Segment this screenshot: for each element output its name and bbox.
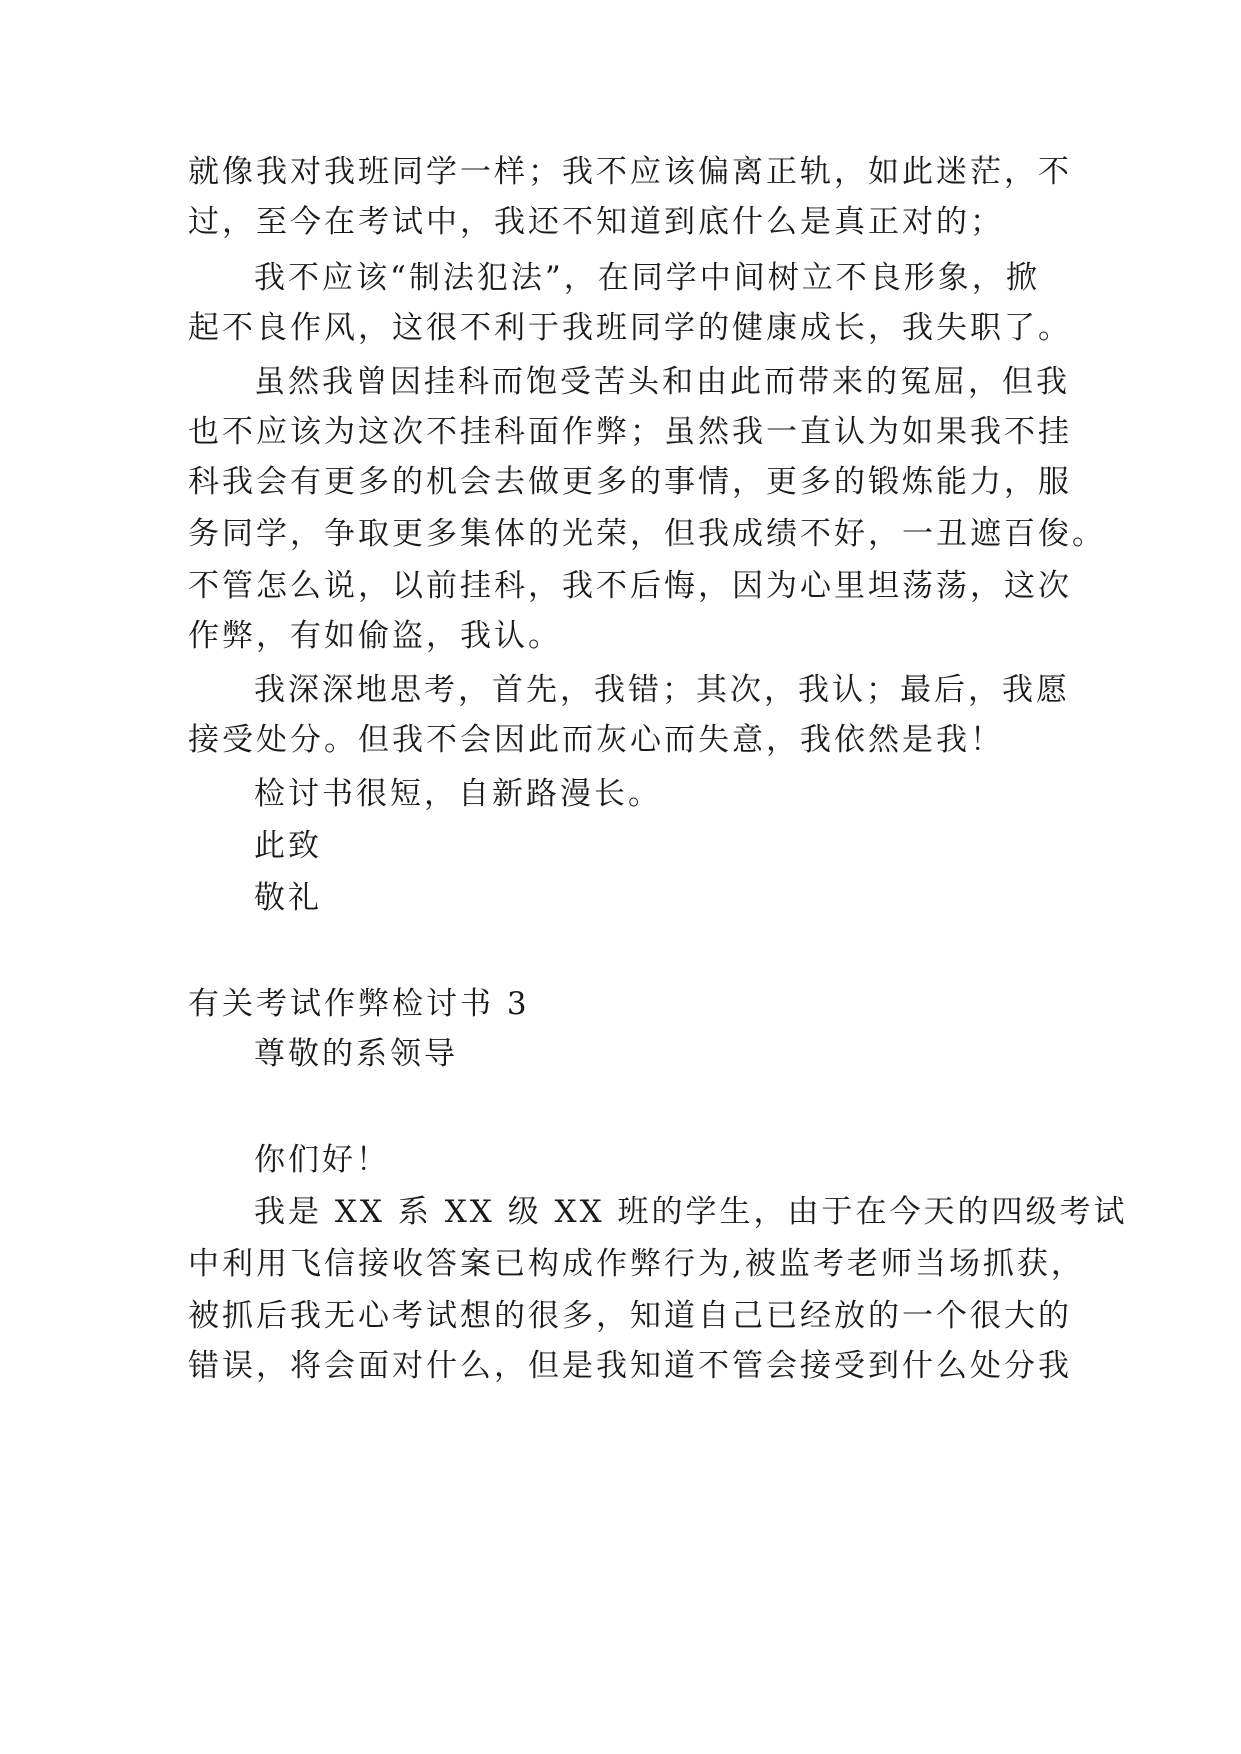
paragraph-line: 起不良作风，这很不利于我班同学的健康成长，我失职了。 bbox=[188, 310, 1072, 346]
paragraph-line: 作弊，有如偷盗，我认。 bbox=[188, 618, 562, 654]
paragraph-line: 错误，将会面对什么，但是我知道不管会接受到什么处分我 bbox=[188, 1348, 1072, 1384]
paragraph-line: 过，至今在考试中，我还不知道到底什么是真正对的； bbox=[188, 204, 1004, 240]
closing-line: 敬礼 bbox=[254, 880, 322, 916]
paragraph-line: 接受处分。但我不会因此而灰心而失意，我依然是我！ bbox=[188, 722, 1004, 758]
closing-line: 此致 bbox=[254, 828, 322, 864]
paragraph-line: 虽然我曾因挂科而饱受苦头和由此而带来的冤屈，但我 bbox=[254, 364, 1070, 400]
paragraph-line: 我不应该“制法犯法”，在同学中间树立不良形象，掀 bbox=[254, 260, 1040, 296]
paragraph-line: 科我会有更多的机会去做更多的事情，更多的锻炼能力，服 bbox=[188, 464, 1072, 500]
paragraph-line: 被抓后我无心考试想的很多，知道自己已经放的一个很大的 bbox=[188, 1298, 1072, 1334]
paragraph-line: 检讨书很短，自新路漫长。 bbox=[254, 776, 662, 812]
paragraph-line: 我深深地思考，首先，我错；其次，我认；最后，我愿 bbox=[254, 672, 1070, 708]
paragraph-line: 中利用飞信接收答案已构成作弊行为,被监考老师当场抓获， bbox=[188, 1246, 1085, 1282]
paragraph-line: 务同学，争取更多集体的光荣，但我成绩不好，一丑遮百俊。 bbox=[188, 516, 1106, 552]
greeting: 你们好！ bbox=[254, 1142, 390, 1178]
paragraph-line: 就像我对我班同学一样；我不应该偏离正轨，如此迷茫，不 bbox=[188, 154, 1072, 190]
paragraph-line: 我是 XX 系 XX 级 XX 班的学生，由于在今天的四级考试 bbox=[254, 1194, 1128, 1230]
paragraph-line: 也不应该为这次不挂科面作弊；虽然我一直认为如果我不挂 bbox=[188, 414, 1072, 450]
section-title: 有关考试作弊检讨书 3 bbox=[188, 986, 530, 1022]
paragraph-line: 不管怎么说，以前挂科，我不后悔，因为心里坦荡荡，这次 bbox=[188, 568, 1072, 604]
salutation: 尊敬的系领导 bbox=[254, 1036, 458, 1072]
